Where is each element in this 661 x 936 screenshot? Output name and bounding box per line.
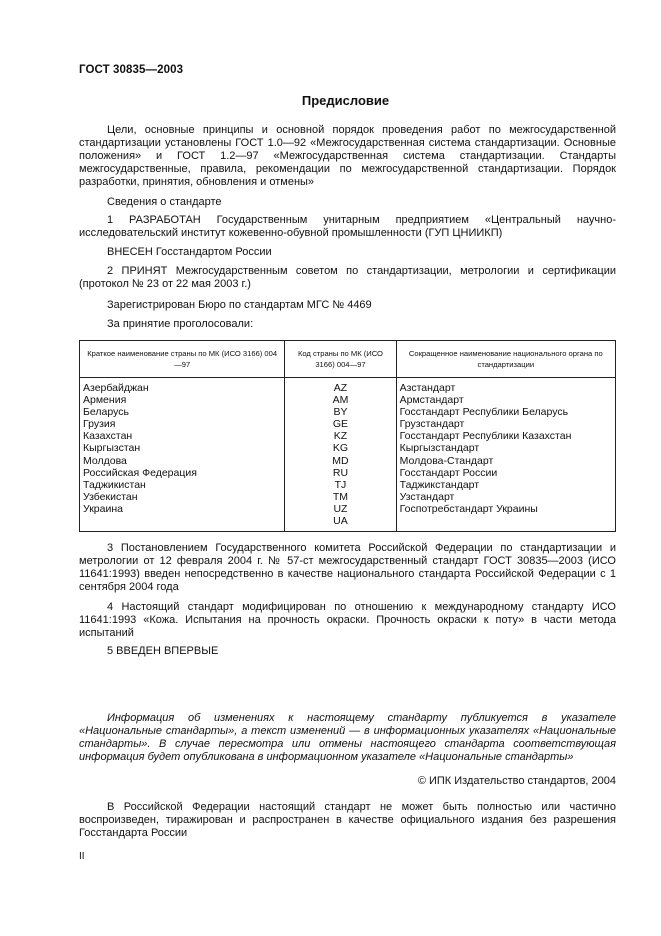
country-name: Грузия xyxy=(83,418,116,431)
reproduction-notice: В Российской Федерации настоящий стандарт не может быть полностью или частично воспроизведен, тиражирован и распространен в качестве официального издания без разрешения Госстандарта России xyxy=(79,801,616,839)
standards-body: Узстандарт xyxy=(399,490,455,503)
country-name: Молдова xyxy=(83,454,127,467)
country-name: Узбекистан xyxy=(83,490,138,503)
column-header-country: Краткое наименование страны по МК (ИСО 3166) 004—97 xyxy=(80,341,285,378)
standards-body: Грузстандарт xyxy=(399,418,465,431)
country-code: AZ xyxy=(333,382,348,394)
country-name: Беларусь xyxy=(83,406,129,419)
voted-label: За принятие проголосовали: xyxy=(107,318,254,330)
item-2-adopted: 2 ПРИНЯТ Межгосударственным советом по стандартизации, метрологии и сертификации (протокол № 23 от 22 мая 2003 г.) xyxy=(79,265,616,290)
introduced-by: ВНЕСЕН Госстандартом России xyxy=(107,246,272,258)
changes-information: Информация об изменениях к настоящему стандарту публикуется в указателе «Национальные стандарты», а текст изменений — в информационных указателях «Национальные стандарты». В случае пересмотра или отмены настоящего стандарта соответствующая информация будет опубликована в информационном указателе «Национальные стандарты» xyxy=(79,712,616,763)
standards-body: Госпотребстандарт Украины xyxy=(399,502,538,515)
about-heading: Сведения о стандарте xyxy=(107,196,222,208)
table-row xyxy=(80,378,616,532)
country-name: Украина xyxy=(83,502,123,515)
item-3-decree: 3 Постановлением Государственного комитета Российской Федерации по стандартизации и метрологии от 12 февраля 2004 г. № 57-ст межгосударственный стандарт ГОСТ 30835—2003 (ИСО 11641:1993) введен непосредственно в качестве национального стандарта Российской Федерации с 1 сентября 2004 года xyxy=(79,542,616,593)
column-header-code: Код страны по МК (ИСО 3166) 004—97 xyxy=(285,341,396,378)
country-list xyxy=(80,378,285,532)
page-number: II xyxy=(79,851,85,862)
country-code: TM xyxy=(332,490,349,503)
country-name: Российская Федерация xyxy=(83,466,197,479)
country-name: Азербайджан xyxy=(83,382,149,394)
item-1-developed: 1 РАЗРАБОТАН Государственным унитарным предприятием «Центральный научно-исследовательский институт кожевенно-обувной промышленности (ГУП ЦНИИКП) xyxy=(79,214,616,239)
country-code: KG xyxy=(332,442,349,455)
standards-body: Кыргызстандарт xyxy=(399,442,480,455)
standard-code-header: ГОСТ 30835—2003 xyxy=(79,64,184,76)
country-name: Таджикистан xyxy=(83,478,146,491)
intro-paragraph: Цели, основные принципы и основной порядок проведения работ по межгосударственной стандартизации установлены ГОСТ 1.0—92 «Межгосударственная система стандартизации. Основные положения» и ГОСТ 1.2—97 «Межгосударственная система стандартизации. Стандарты межгосударственные, правила, рекомендации по межгосударственной стандартизации. Порядок разработки, принятия, обновления и отмены» xyxy=(79,124,616,188)
country-code: UA xyxy=(333,515,348,528)
country-code: BY xyxy=(333,406,348,419)
country-name: Казахстан xyxy=(83,430,133,443)
standards-body: Госстандарт России xyxy=(399,466,498,479)
country-code: KZ xyxy=(333,430,348,443)
country-code: GE xyxy=(332,418,349,431)
item-5-first-introduced: 5 ВВЕДЕН ВПЕРВЫЕ xyxy=(107,645,219,657)
country-code: UZ xyxy=(333,502,348,515)
voting-table xyxy=(79,340,616,532)
table-header-row xyxy=(80,341,616,378)
country-code: RU xyxy=(332,466,349,479)
registration-note: Зарегистрирован Бюро по стандартам МГС № 4469 xyxy=(107,299,372,311)
body-list xyxy=(396,378,615,532)
standards-body: Таджикстандарт xyxy=(399,478,480,491)
standards-body: Госстандарт Республики Казахстан xyxy=(399,430,572,443)
standards-body: Армстандарт xyxy=(399,394,464,407)
standards-body: Госстандарт Республики Беларусь xyxy=(399,406,569,419)
item-4-modified: 4 Настоящий стандарт модифицирован по отношению к международному стандарту ИСО 11641:1993 «Кожа. Испытания на прочность окраски. Прочность окраски к поту» в части метода испытаний xyxy=(79,601,616,639)
standards-body: Азстандарт xyxy=(399,382,456,394)
standards-body: Молдова-Стандарт xyxy=(399,454,494,467)
code-list xyxy=(285,378,396,532)
copyright-notice: © ИПК Издательство стандартов, 2004 xyxy=(417,775,616,787)
page-title: Предисловие xyxy=(301,93,390,108)
country-name: Армения xyxy=(83,394,127,407)
country-name: Кыргызстан xyxy=(83,442,141,455)
country-code: AM xyxy=(332,394,349,407)
country-code: TJ xyxy=(334,478,347,491)
country-code: MD xyxy=(332,454,349,467)
column-header-body: Сокращенное наименование национального органа по стандартизации xyxy=(396,341,615,378)
